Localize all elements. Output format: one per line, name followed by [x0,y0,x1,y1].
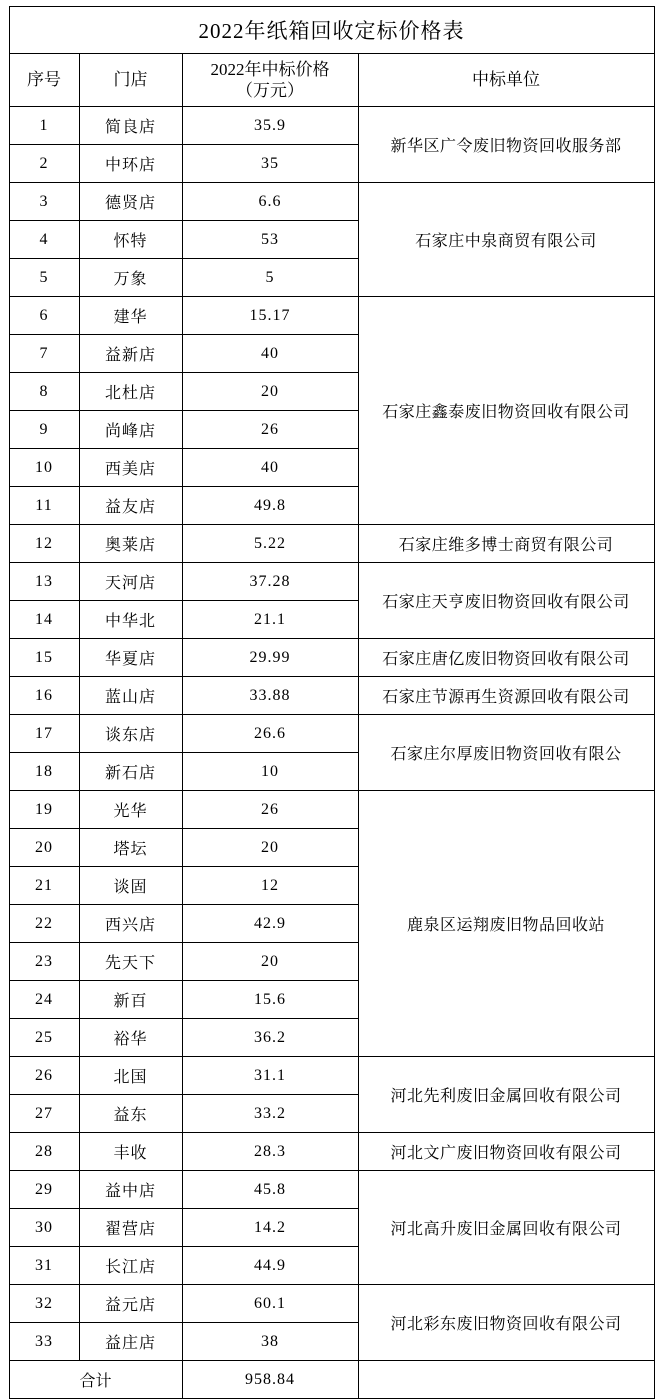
cell-price: 20 [182,943,358,981]
cell-unit: 石家庄鑫泰废旧物资回收有限公司 [358,297,654,525]
cell-store: 益庄店 [79,1323,182,1361]
cell-seq: 21 [9,867,79,905]
cell-price: 35 [182,145,358,183]
cell-seq: 4 [9,221,79,259]
table-header-row [9,54,654,107]
cell-store: 西美店 [79,449,182,487]
total-value: 958.84 [182,1361,358,1399]
cell-price: 28.3 [182,1133,358,1171]
cell-price: 45.8 [182,1171,358,1209]
cell-seq: 3 [9,183,79,221]
page-title: 2022年纸箱回收定标价格表 [9,7,654,54]
cell-seq: 11 [9,487,79,525]
cell-store: 尚峰店 [79,411,182,449]
cell-seq: 13 [9,563,79,601]
cell-price: 26 [182,411,358,449]
cell-seq: 18 [9,753,79,791]
cell-unit: 石家庄天亨废旧物资回收有限公司 [358,563,654,639]
cell-seq: 32 [9,1285,79,1323]
cell-seq: 14 [9,601,79,639]
cell-unit: 河北高升废旧金属回收有限公司 [358,1171,654,1285]
cell-price: 40 [182,335,358,373]
cell-price: 37.28 [182,563,358,601]
cell-price: 14.2 [182,1209,358,1247]
cell-store: 益元店 [79,1285,182,1323]
cell-price: 12 [182,867,358,905]
cell-seq: 5 [9,259,79,297]
table-body [9,7,654,1399]
cell-store: 北杜店 [79,373,182,411]
cell-seq: 26 [9,1057,79,1095]
cell-store: 谈固 [79,867,182,905]
cell-seq: 2 [9,145,79,183]
cell-seq: 19 [9,791,79,829]
cell-store: 先天下 [79,943,182,981]
table-row [9,297,654,335]
cell-store: 裕华 [79,1019,182,1057]
cell-seq: 25 [9,1019,79,1057]
cell-price: 21.1 [182,601,358,639]
cell-store: 新百 [79,981,182,1019]
cell-unit: 河北先利废旧金属回收有限公司 [358,1057,654,1133]
cell-store: 建华 [79,297,182,335]
cell-store: 益中店 [79,1171,182,1209]
cell-seq: 33 [9,1323,79,1361]
cell-price: 5 [182,259,358,297]
table-row [9,677,654,715]
cell-seq: 28 [9,1133,79,1171]
table-row [9,183,654,221]
cell-store: 怀特 [79,221,182,259]
cell-price: 6.6 [182,183,358,221]
cell-price: 31.1 [182,1057,358,1095]
cell-seq: 24 [9,981,79,1019]
cell-store: 塔坛 [79,829,182,867]
cell-unit: 石家庄唐亿废旧物资回收有限公司 [358,639,654,677]
cell-unit: 石家庄中泉商贸有限公司 [358,183,654,297]
cell-store: 中环店 [79,145,182,183]
cell-seq: 6 [9,297,79,335]
cell-store: 益东 [79,1095,182,1133]
cell-seq: 27 [9,1095,79,1133]
column-header-price [182,54,358,107]
total-unit-empty [358,1361,654,1399]
cell-store: 德贤店 [79,183,182,221]
cell-price: 35.9 [182,107,358,145]
table-row [9,791,654,829]
column-header-seq: 序号 [9,54,79,107]
cell-seq: 12 [9,525,79,563]
column-header-unit: 中标单位 [358,54,654,107]
cell-price: 33.88 [182,677,358,715]
table-row [9,525,654,563]
cell-store: 简良店 [79,107,182,145]
table-row [9,107,654,145]
cell-store: 北国 [79,1057,182,1095]
cell-store: 长江店 [79,1247,182,1285]
document-page [0,6,663,1390]
cell-store: 万象 [79,259,182,297]
cell-store: 华夏店 [79,639,182,677]
cell-store: 翟营店 [79,1209,182,1247]
cell-seq: 23 [9,943,79,981]
cell-price: 10 [182,753,358,791]
cell-price: 33.2 [182,1095,358,1133]
cell-seq: 10 [9,449,79,487]
cell-store: 光华 [79,791,182,829]
recycling-price-table [9,6,655,1399]
cell-seq: 31 [9,1247,79,1285]
cell-seq: 16 [9,677,79,715]
total-label: 合计 [9,1361,182,1399]
cell-price: 40 [182,449,358,487]
cell-store: 中华北 [79,601,182,639]
cell-seq: 8 [9,373,79,411]
cell-store: 西兴店 [79,905,182,943]
cell-price: 60.1 [182,1285,358,1323]
cell-unit: 新华区广令废旧物资回收服务部 [358,107,654,183]
cell-price: 36.2 [182,1019,358,1057]
cell-price: 26 [182,791,358,829]
cell-unit: 石家庄节源再生资源回收有限公司 [358,677,654,715]
cell-price: 15.17 [182,297,358,335]
column-header-price-line2: （万元） [236,81,304,100]
cell-price: 53 [182,221,358,259]
table-row [9,1057,654,1095]
table-row [9,1133,654,1171]
cell-unit: 石家庄尔厚废旧物资回收有限公 [358,715,654,791]
cell-store: 益友店 [79,487,182,525]
cell-price: 26.6 [182,715,358,753]
cell-store: 丰收 [79,1133,182,1171]
table-row [9,715,654,753]
cell-seq: 7 [9,335,79,373]
cell-unit: 石家庄维多博士商贸有限公司 [358,525,654,563]
cell-price: 20 [182,373,358,411]
cell-seq: 30 [9,1209,79,1247]
cell-price: 5.22 [182,525,358,563]
table-row [9,1285,654,1323]
cell-price: 44.9 [182,1247,358,1285]
table-row [9,1171,654,1209]
cell-price: 20 [182,829,358,867]
cell-store: 益新店 [79,335,182,373]
cell-seq: 1 [9,107,79,145]
cell-unit: 河北彩东废旧物资回收有限公司 [358,1285,654,1361]
cell-seq: 9 [9,411,79,449]
table-total-row [9,1361,654,1399]
cell-price: 42.9 [182,905,358,943]
cell-store: 奥莱店 [79,525,182,563]
cell-store: 蓝山店 [79,677,182,715]
cell-price: 38 [182,1323,358,1361]
table-row [9,639,654,677]
cell-seq: 29 [9,1171,79,1209]
cell-price: 49.8 [182,487,358,525]
column-header-store: 门店 [79,54,182,107]
cell-seq: 20 [9,829,79,867]
table-title-row [9,7,654,54]
cell-seq: 17 [9,715,79,753]
cell-store: 新石店 [79,753,182,791]
cell-seq: 15 [9,639,79,677]
cell-seq: 22 [9,905,79,943]
cell-store: 谈东店 [79,715,182,753]
cell-store: 天河店 [79,563,182,601]
cell-unit: 鹿泉区运翔废旧物品回收站 [358,791,654,1057]
cell-price: 15.6 [182,981,358,1019]
cell-price: 29.99 [182,639,358,677]
table-row [9,563,654,601]
cell-unit: 河北文广废旧物资回收有限公司 [358,1133,654,1171]
column-header-price-line1: 2022年中标价格 [210,59,330,79]
